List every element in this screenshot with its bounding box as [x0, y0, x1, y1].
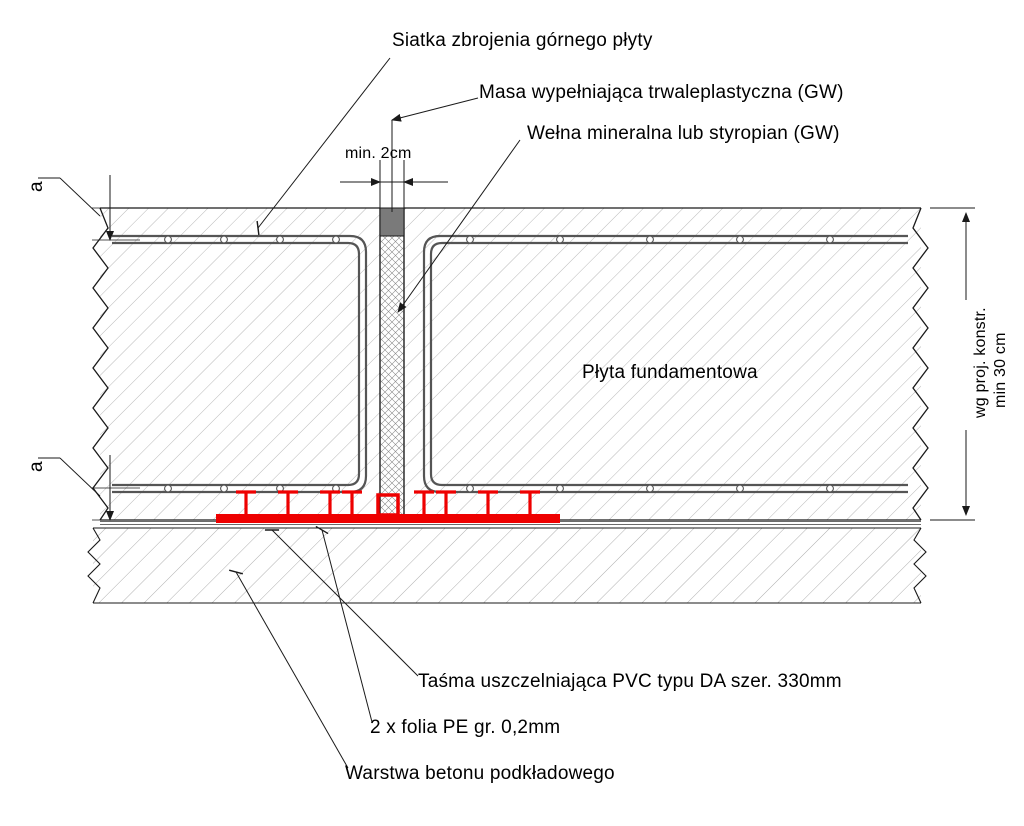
expansion-joint	[380, 208, 404, 520]
label-top-mesh: Siatka zbrojenia górnego płyty	[392, 30, 653, 51]
blinding-layer	[88, 528, 926, 603]
label-thickness-line1: wg proj. konstr.	[972, 307, 989, 418]
label-slab: Płyta fundamentowa	[582, 362, 758, 383]
label-dim-joint-width: min. 2cm	[345, 145, 412, 162]
label-mineral-wool: Wełna mineralna lub styropian (GW)	[527, 123, 840, 144]
label-thickness-line2: min 30 cm	[992, 332, 1009, 408]
dimension-joint-width	[340, 160, 448, 208]
label-blinding: Warstwa betonu podkładowego	[345, 763, 615, 784]
slab-left	[93, 208, 380, 520]
label-cover-top: a	[26, 181, 47, 192]
label-pe-foil: 2 x folia PE gr. 0,2mm	[370, 717, 561, 738]
label-pvc-tape: Taśma uszczelniająca PVC typu DA szer. 330mm	[418, 671, 842, 692]
label-filler-mass: Masa wypełniająca trwaleplastyczna (GW)	[479, 82, 844, 103]
dimension-slab-thickness	[930, 208, 975, 520]
label-cover-bottom: a	[26, 461, 47, 472]
